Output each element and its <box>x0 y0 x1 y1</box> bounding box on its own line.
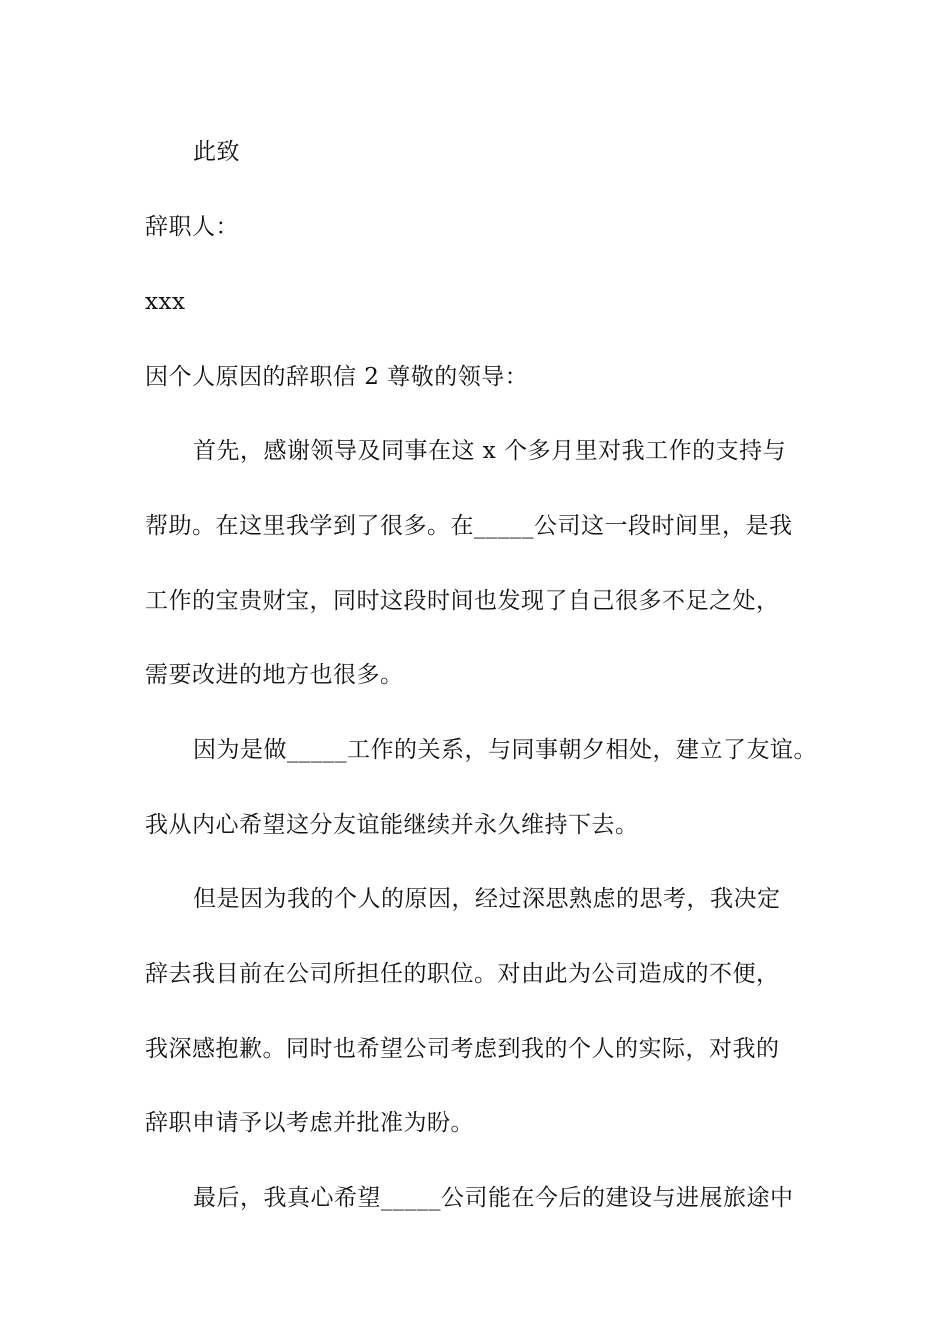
paragraph-line: 我从内心希望这分友谊能继续并永久维持下去。 <box>145 812 639 838</box>
paragraph-line: 因为是做_____工作的关系，与同事朝夕相处，建立了友谊。 <box>193 737 817 763</box>
closing-salutation: 此致 <box>193 139 240 165</box>
paragraph-line: 辞职申请予以考虑并批准为盼。 <box>145 1110 474 1136</box>
paragraph-line: 帮助。在这里我学到了很多。在_____公司这一段时间里，是我 <box>145 513 793 539</box>
paragraph-line: 辞去我目前在公司所担任的职位。对由此为公司造成的不便， <box>145 961 780 987</box>
paragraph-line: 需要改进的地方也很多。 <box>145 662 404 688</box>
paragraph-line: 首先，感谢领导及同事在这 x 个多月里对我工作的支持与 <box>193 438 787 464</box>
signature-name: xxx <box>145 289 186 315</box>
letter-heading: 因个人原因的辞职信 2 尊敬的领导： <box>145 364 529 390</box>
paragraph-line: 工作的宝贵财宝，同时这段时间也发现了自己很多不足之处， <box>145 588 780 614</box>
paragraph-line: 最后，我真心希望_____公司能在今后的建设与进展旅途中 <box>193 1185 794 1211</box>
signature-label: 辞职人： <box>145 214 239 240</box>
paragraph-line: 我深感抱歉。同时也希望公司考虑到我的个人的实际，对我的 <box>145 1036 780 1062</box>
paragraph-line: 但是因为我的个人的原因，经过深思熟虑的思考，我决定 <box>193 886 781 912</box>
